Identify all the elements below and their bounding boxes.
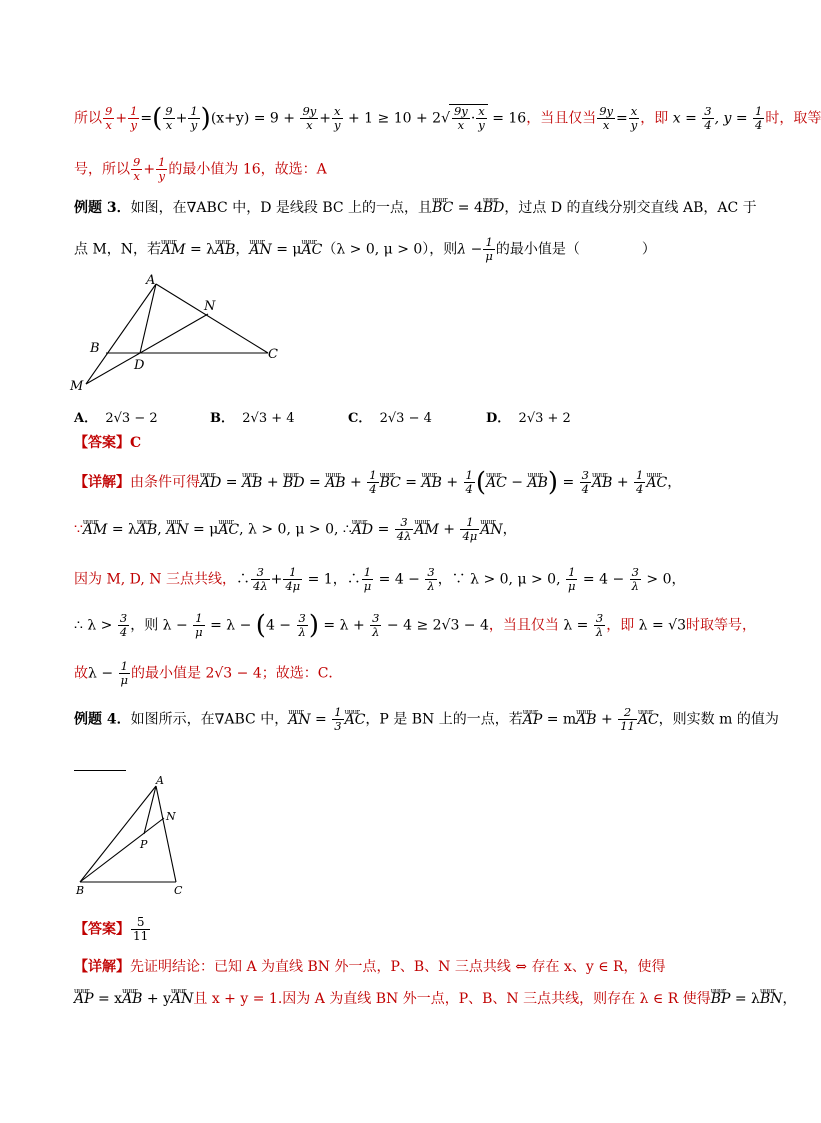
detail-3-line-4: ∴ λ > $\frac{3}{4}$ ，则 λ − $\frac{1}{\mu}$ = λ − (4 − $\frac{3}{\lambda}$ ) = λ + $\frac{3}{\lambda}$ − 4 ≥ 2√3 − 4，当且仅当 λ = $\frac{3}{\lambda}$ ，即 λ = √3时取等号， [74, 610, 756, 641]
triangle-figure-1 [68, 272, 288, 394]
text: 故 [74, 665, 88, 682]
answer-numerator: 5 [131, 916, 150, 930]
text: ） [641, 241, 656, 258]
text: ，即 [606, 617, 635, 634]
option-value: 2√3 − 4 [379, 411, 432, 426]
text: 号，所以 [74, 161, 130, 178]
text: ，过点 D 的直线分别交直线 AB，AC 于 [504, 200, 757, 216]
answer-denominator: 11 [133, 929, 149, 943]
label-c: C [268, 347, 278, 362]
text: （λ > 0, μ > 0），则 [322, 241, 458, 258]
text: ，当且仅当 [488, 617, 559, 634]
option-label: C． [348, 411, 372, 426]
text: = 16 [487, 110, 527, 127]
label-a: A [156, 774, 164, 787]
label-d: D [134, 358, 145, 373]
detail-3-line-2: ∵uuur AM = λuuur AB, uuur AN = μuuur AC, λ > 0, μ > 0, ∴uuur AD = $\frac{3}{4\lambda}$ uuur AM + $\frac{1}{4\mu}$ uuur AN， [74, 516, 724, 543]
detail-3-line-3: 因为 M, D, N 三点共线，∴ $\frac{3}{4\lambda}$ + $\frac{1}{4\mu}$ = 1，∴ $\frac{1}{\mu}$ = 4 − $\frac{3}{\lambda}$ ，∵ λ > 0, μ > 0, $\frac{1}{\mu}$ = 4 − $\frac{3}{\lambda}$ > 0， [74, 565, 686, 593]
solution-line-2: 号，所以 $\frac{9}{x}$ + $\frac{1}{y}$ 的最小值为 16，故选：A [74, 155, 327, 183]
option-a[interactable] [74, 407, 158, 426]
answer-tag: 【答案】 [74, 921, 130, 938]
text: 的最小值是（ [495, 241, 580, 258]
option-value: 2√3 − 2 [105, 411, 158, 426]
label-m: M [70, 379, 84, 394]
example-3-line-1: 例题 3．如图，在∇ABC 中，D 是线段 BC 上的一点，且uuur BC = 4uuur BD，过点 D 的直线分别交直线 AB，AC 于 [74, 198, 724, 218]
option-label: A． [74, 411, 98, 426]
option-b[interactable] [210, 407, 295, 426]
answer-4 [74, 916, 724, 943]
answer-3 [74, 433, 724, 453]
text: 因为 M, D, N 三点共线， [74, 571, 237, 588]
text: ，即 [640, 110, 669, 127]
answer-value: C [130, 435, 142, 451]
label-b: B [76, 884, 85, 897]
example-3-line-2: 点 M，N，若uuur AM = λuuur AB，uuur AN = μuuur AC（λ > 0, μ > 0），则λ − $\frac{1}{\mu}$ 的最小值是（ ） [74, 236, 724, 263]
label-p: P [140, 838, 148, 851]
detail-tag: 【详解】 [74, 959, 130, 975]
text: (x+y) = 9 + [210, 110, 300, 127]
text: ，P 是 BN 上的一点，若 [365, 711, 523, 728]
text: ，则实数 m 的值为 [658, 711, 779, 728]
text: 且 x + y = 1.因为 A 为直线 BN 外一点，P、B、N 三点共线，则存在 λ ∈ R 使得 [193, 991, 711, 1007]
text: 的最小值是 2√3 − 4；故选：C． [131, 665, 343, 682]
detail-tag: 【详解】 [74, 474, 130, 491]
label-n: N [204, 299, 216, 314]
text: 所以 [74, 110, 102, 127]
text: 由条件可得 [130, 474, 200, 491]
solution-line-1: 所以 $\frac{9}{x}$ + $\frac{1}{y}$ =( $\frac{9}{x}$ + $\frac{1}{y}$ )(x+y) = 9 + $\frac{9y}{x}$ + $\frac{x}{y}$ + 1 ≥ 10 + 2√ $\frac{9y}{x}$ · $\frac{x}{y}$ = 16，当且仅当 $\frac{9y}{x}$ = $\frac{x}{y}$ ，即 x = $\frac{3}{4}$ , y = $\frac{1}{4}$ 时，取等 [74, 103, 821, 134]
label-a: A [146, 273, 156, 288]
label-n: N [166, 810, 176, 823]
example-label: 例题 3． [74, 200, 131, 216]
option-value: 2√3 + 2 [518, 411, 571, 426]
option-label: D． [486, 411, 511, 426]
detail-4-line-2: uuur AP = xuuur AB + yuuur AN且 x + y = 1.因为 A 为直线 BN 外一点，P、B、N 三点共线，则存在 λ ∈ R 使得uuur BP = λuuur BN， [74, 989, 724, 1009]
text: 时取等号， [686, 617, 756, 634]
detail-3-line-1: 【详解】由条件可得uuur AD = uuur AB + uuur BD = uuur AB + $\frac{1}{4}$ uuur BC = uuur AB + $\frac{1}{4}$ (uuur AC − uuur AB) = $\frac{3}{4}$ uuur AB + $\frac{1}{4}$ uuur AC， [74, 469, 724, 496]
text: 的最小值为 16，故选：A [168, 161, 327, 178]
text: + 1 ≥ 10 + 2 [343, 110, 442, 127]
triangle-figure-2 [70, 772, 200, 898]
option-value: 2√3 + 4 [242, 411, 295, 426]
text: ，取等 [779, 110, 821, 127]
example-4-line-1: 例题 4．如图所示，在∇ABC 中，uuur AN = $\frac{1}{3}$ uuur AC，P 是 BN 上的一点，若uuur AP = muuur AB + $\frac{2}{11}$ uuur AC，则实数 m 的值为 [74, 706, 724, 733]
option-c[interactable] [348, 407, 432, 426]
text: 先证明结论：已知 A 为直线 BN 外一点，P、B、N 三点共线 ⇔ 存在 x、y ∈ R，使得 [130, 959, 666, 975]
label-c: C [174, 884, 183, 897]
answer-tag: 【答案】 [74, 435, 130, 451]
detail-4-line-1 [74, 957, 724, 977]
detail-3-line-5: 故λ − $\frac{1}{\mu}$ 的最小值是 2√3 − 4；故选：C． [74, 659, 343, 687]
label-b: B [90, 341, 100, 356]
text: ，当且仅当 [526, 110, 597, 127]
option-d[interactable] [486, 407, 571, 426]
example-label: 例题 4． [74, 711, 131, 728]
text: 如图，在∇ABC 中，D 是线段 BC 上的一点，且 [130, 200, 433, 216]
text: 点 M，N，若 [74, 241, 162, 258]
text: 如图所示，在∇ABC 中， [130, 711, 289, 728]
option-label: B． [210, 411, 234, 426]
